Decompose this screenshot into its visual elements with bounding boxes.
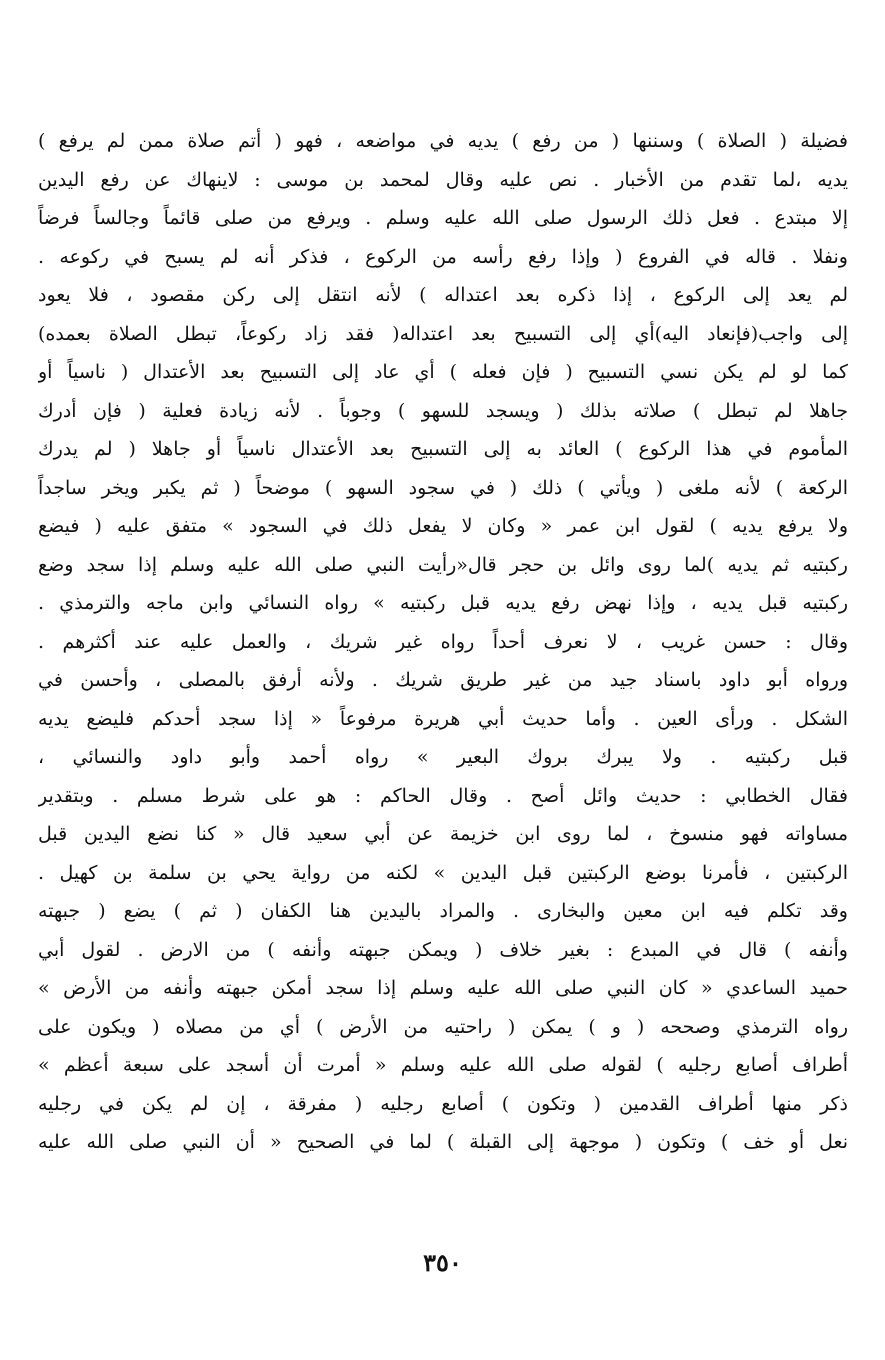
text-line: لم يعد إلى الركوع ، إذا ذكره بعد اعتداله ) لأنه انتقل إلى ركن مقصود ، فلا يعود	[38, 284, 848, 306]
text-line: أطراف أصابع رجليه ) لقوله صلى الله عليه وسلم « أمرت أن أسجد على سبعة أعظم »	[38, 1054, 848, 1076]
text-line: فقال الخطابي : حديث وائل أصح . وقال الحاكم : هو على شرط مسلم . وبتقدير	[38, 784, 848, 807]
text-line: وقال : حسن غريب ، لا نعرف أحداً رواه غير شريك ، والعمل عليه عند أكثرهم .	[38, 630, 848, 653]
text-line: يديه ،لما تقدم من الأخبار . نص عليه وقال لمحمد بن موسى : لاينهاك عن رفع اليدين	[38, 168, 848, 191]
text-line: المأموم في هذا الركوع ) العائد به إلى التسبيح بعد الأعتدال ناسياً أو جاهلا ( لم يدرك	[38, 438, 848, 460]
text-line: إلى واجب(فإنعاد اليه)أي إلى التسبيح بعد اعتداله( فقد زاد ركوعاً، تبطل الصلاة بعمده)	[38, 322, 848, 345]
text-line: جاهلا لم تبطل ) صلاته بذلك ( ويسجد للسهو ) وجوباً . لأنه زيادة فعلية ( فإن أدرك	[38, 399, 848, 422]
text-line: نعل أو خف ) وتكون ( موجهة إلى القبلة ) لما في الصحيح « أن النبي صلى الله عليه	[38, 1131, 848, 1153]
text-line: ذكر منها أطراف القدمين ( وتكون ) أصابع رجليه ( مفرقة ، إن لم يكن في رجليه	[38, 1092, 848, 1115]
text-line: الركبتين ، فأمرنا بوضع الركبتين قبل اليدين » لكنه من رواية يحي بن سلمة بن كهيل .	[38, 861, 848, 884]
text-line: حميد الساعدي « كان النبي صلى الله عليه وسلم إذا سجد أمكن جبهته وأنفه من الأرض »	[38, 977, 848, 999]
text-line: ونفلا . قاله في الفروع ( وإذا رفع رأسه من الركوع ، فذكر أنه لم يسبح في ركوعه .	[38, 245, 848, 268]
text-line: وقد تكلم فيه ابن معين والبخارى . والمراد باليدين هنا الكفان ( ثم ) يضع ( جبهته	[38, 900, 848, 922]
text-line: الشكل . ورأى العين . وأما حديث أبي هريرة مرفوعاً « إذا سجد أحدكم فليضع يديه	[38, 707, 848, 730]
text-line: ولا يرفع يديه ) لقول ابن عمر « وكان لا يفعل ذلك في السجود » متفق عليه ( فيضع	[38, 515, 848, 537]
text-line: الركعة ) لأنه ملغى ( ويأتي ) ذلك ( في سجود السهو ) موضحاً ( ثم يكبر ويخر ساجداً	[38, 476, 848, 499]
text-line: وأنفه ) قال في المبدع : بغير خلاف ( ويمكن جبهته وأنفه ) من الارض . لقول أبي	[38, 938, 848, 961]
text-line: فضيلة ( الصلاة ) وسننها ( من رفع ) يديه في مواضعه ، فهو ( أتم صلاة ممن لم يرفع )	[38, 130, 848, 152]
text-line: مساواته فهو منسوخ ، لما روى ابن خزيمة عن أبي سعيد قال « كنا نضع اليدين قبل	[38, 823, 848, 845]
text-line: إلا مبتدع . فعل ذلك الرسول صلى الله عليه وسلم . ويرفع من صلى قائماً وجالساً فرضاً	[38, 207, 848, 229]
text-line: ورواه أبو داود باسناد جيد من غير طريق شريك . ولأنه أرفق بالمصلى ، وأحسن في	[38, 669, 848, 691]
text-line: قبل ركبتيه . ولا يبرك بروك البعير » رواه أحمد وأبو داود والنسائي ،	[38, 746, 848, 768]
page-number: ٣٥٠	[423, 1248, 462, 1277]
body-text	[38, 122, 848, 1162]
text-line: ركبتيه قبل يديه ، وإذا نهض رفع يديه قبل ركبتيه » رواه النسائي وابن ماجه والترمذي .	[38, 592, 848, 614]
text-line: كما لو لم يكن نسي التسبيح ( فإن فعله ) أي عاد إلى التسبيح بعد الأعتدال ( ناسياً أو	[38, 361, 848, 383]
text-line: رواه الترمذي وصححه ( و ) يمكن ( راحتيه من الأرض ) أي من مصلاه ( ويكون على	[38, 1015, 848, 1038]
text-line: ركبتيه ثم يديه )لما روى وائل بن حجر قال«رأيت النبي صلى الله عليه وسلم إذا سجد وضع	[38, 553, 848, 576]
